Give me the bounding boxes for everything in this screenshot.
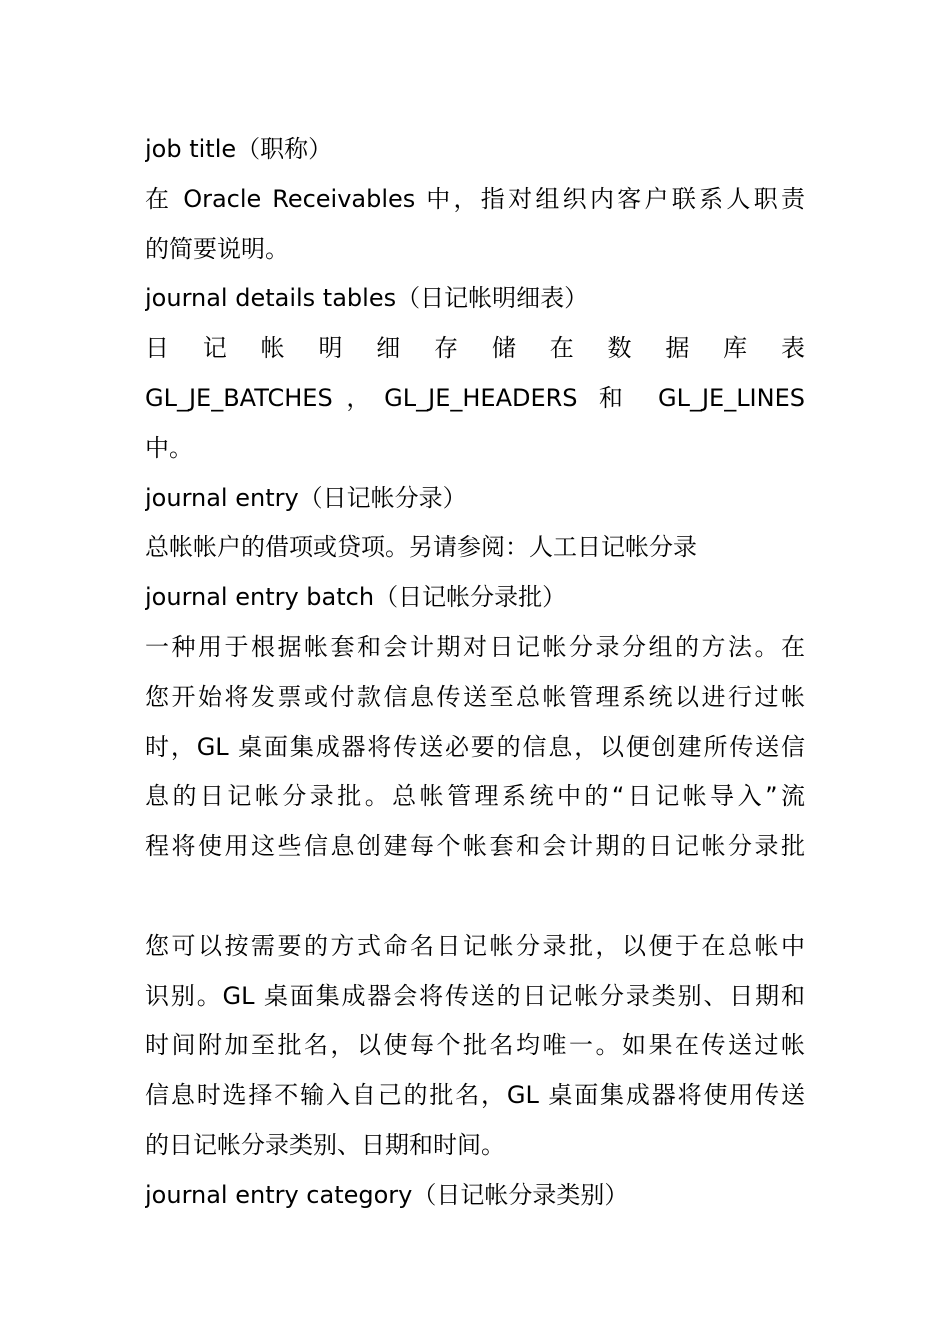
definition-line: GL_JE_BATCHES，GL_JE_HEADERS 和 GL_JE_LINES	[145, 383, 805, 412]
definition-line: 您开始将发票或付款信息传送至总帐管理系统以进行过帐	[145, 682, 805, 711]
definition-line: 信息时选择不输入自己的批名，GL 桌面集成器将使用传送	[145, 1081, 805, 1110]
definition-line: 在 Oracle Receivables 中，指对组织内客户联系人职责	[145, 184, 805, 213]
definition-line: 中。	[145, 433, 193, 462]
glossary-term-journal-entry-batch: journal entry batch（日记帐分录批）	[145, 583, 567, 612]
glossary-term-journal-entry-category: journal entry category（日记帐分录类别）	[145, 1180, 629, 1209]
paragraph-spacer	[145, 872, 805, 922]
definition-line: 日 记 帐 明 细 存 储 在 数 据 库 表	[145, 334, 805, 363]
definition-line: 时，GL 桌面集成器将传送必要的信息，以便创建所传送信	[145, 732, 805, 761]
definition-line: 程将使用这些信息创建每个帐套和会计期的日记帐分录批	[145, 832, 805, 861]
glossary-term-journal-entry: journal entry（日记帐分录）	[145, 483, 467, 512]
definition-line: 的日记帐分录类别、日期和时间。	[145, 1130, 505, 1159]
definition-line: 识别。GL 桌面集成器会将传送的日记帐分录类别、日期和	[145, 981, 805, 1010]
document-page	[145, 125, 805, 1221]
definition-line: 息的日记帐分录批。总帐管理系统中的“日记帐导入”流	[145, 782, 805, 811]
glossary-term-job-title: job title（职称）	[145, 135, 333, 163]
definition-line: 的简要说明。	[145, 234, 289, 263]
glossary-term-journal-details-tables: journal details tables（日记帐明细表）	[145, 284, 589, 313]
definition-line: 一种用于根据帐套和会计期对日记帐分录分组的方法。在	[145, 632, 805, 661]
definition-line: 时间附加至批名，以使每个批名均唯一。如果在传送过帐	[145, 1031, 805, 1060]
definition-line: 总帐帐户的借项或贷项。另请参阅：人工日记帐分录	[145, 533, 697, 562]
definition-line: 您可以按需要的方式命名日记帐分录批，以便于在总帐中	[145, 931, 805, 960]
